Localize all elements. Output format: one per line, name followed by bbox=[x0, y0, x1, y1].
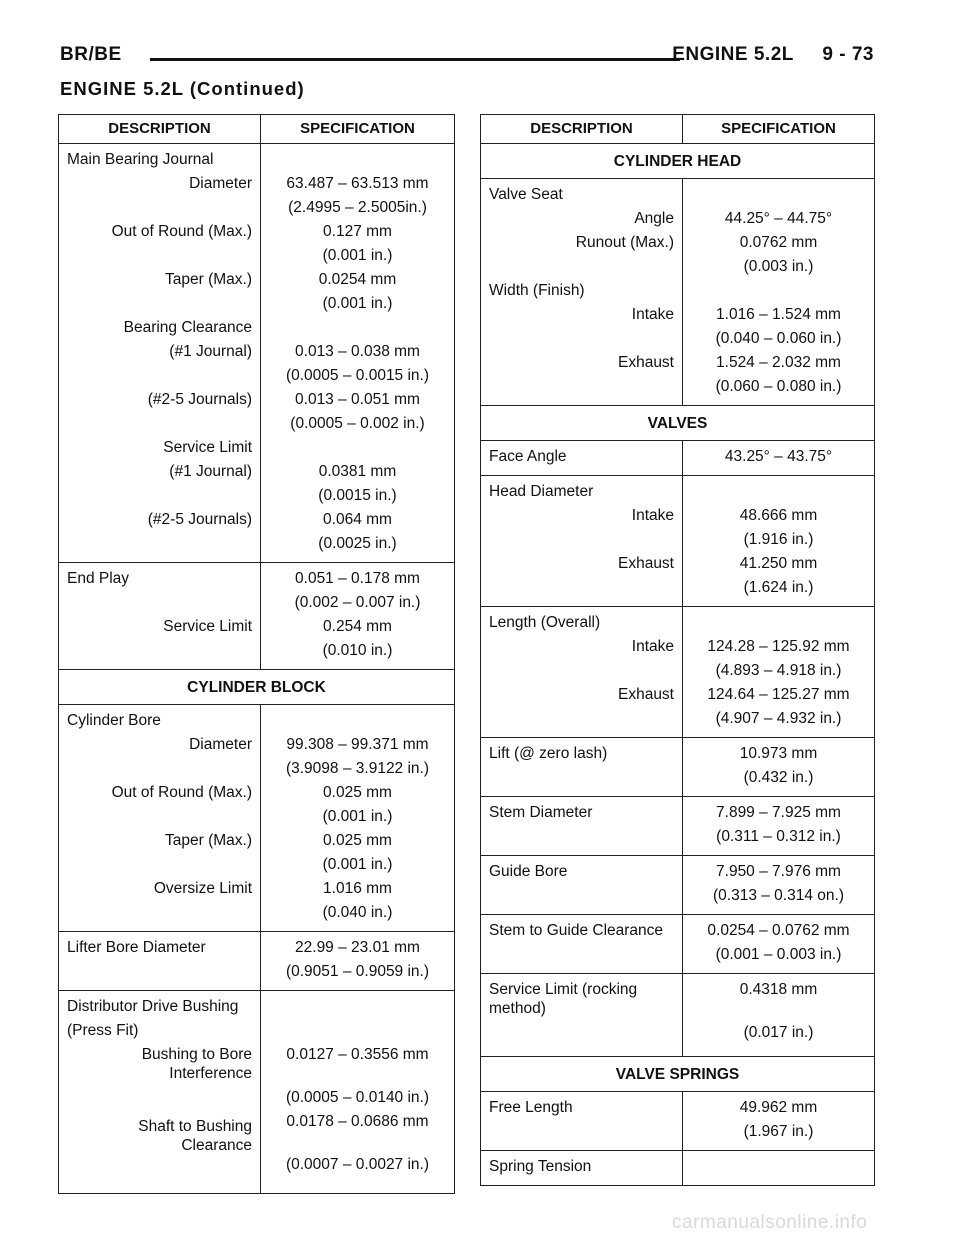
spec-row bbox=[59, 932, 455, 991]
description-line bbox=[67, 532, 252, 556]
specification-line: 1.524 – 2.032 mm bbox=[716, 354, 841, 371]
specification-cell bbox=[261, 563, 455, 670]
specification-line: 124.64 – 125.27 mm bbox=[707, 686, 850, 703]
description-line: Diameter bbox=[189, 736, 252, 753]
description-line: Stem Diameter bbox=[489, 804, 593, 821]
specification-line: (1.967 in.) bbox=[743, 1123, 814, 1140]
watermark: carmanualsonline.info bbox=[672, 1212, 868, 1233]
description-cell bbox=[59, 991, 261, 1194]
description-cell bbox=[481, 1092, 683, 1151]
description-line: Bushing to Bore Interference bbox=[141, 1046, 252, 1082]
section-title: CYLINDER HEAD bbox=[481, 144, 875, 179]
specification-line: 7.950 – 7.976 mm bbox=[716, 863, 841, 880]
description-line: Main Bearing Journal bbox=[67, 151, 214, 168]
specification-line: 7.899 – 7.925 mm bbox=[716, 804, 841, 821]
specification-cell bbox=[261, 144, 455, 563]
spec-row bbox=[481, 974, 875, 1057]
specification-line: (0.432 in.) bbox=[743, 769, 814, 786]
specification-line: 0.0127 – 0.3556 mm bbox=[286, 1046, 429, 1063]
spec-row bbox=[481, 607, 875, 738]
description-line: Distributor Drive Bushing bbox=[67, 998, 239, 1015]
specification-line: (0.311 – 0.312 in.) bbox=[716, 828, 841, 845]
specification-line: (0.001 – 0.003 in.) bbox=[715, 946, 842, 963]
specification-line: 1.016 – 1.524 mm bbox=[716, 306, 841, 323]
description-line: Taper (Max.) bbox=[165, 832, 252, 849]
description-line: Bearing Clearance bbox=[123, 319, 252, 336]
specification-line: 0.254 mm bbox=[323, 618, 392, 635]
specification-line: (1.916 in.) bbox=[743, 531, 814, 548]
specification-line: 44.25° – 44.75° bbox=[724, 210, 833, 227]
description-line bbox=[489, 766, 674, 790]
description-line bbox=[67, 960, 252, 984]
description-line: Service Limit bbox=[163, 439, 252, 456]
specification-cell bbox=[683, 974, 875, 1057]
section-heading bbox=[59, 670, 455, 705]
spec-row bbox=[59, 991, 455, 1194]
description-line: Exhaust bbox=[617, 354, 674, 371]
column-header-specification: SPECIFICATION bbox=[683, 115, 875, 144]
column-header-specification: SPECIFICATION bbox=[261, 115, 455, 144]
specification-line: 0.127 mm bbox=[323, 223, 392, 240]
specification-line bbox=[269, 316, 446, 340]
specification-line: (0.001 in.) bbox=[322, 247, 393, 264]
description-cell bbox=[59, 563, 261, 670]
description-line: End Play bbox=[67, 570, 130, 587]
description-line bbox=[67, 1163, 252, 1187]
description-line: (#2-5 Journals) bbox=[147, 511, 252, 528]
description-cell bbox=[481, 607, 683, 738]
specification-line: (0.010 in.) bbox=[322, 642, 393, 659]
description-line: Runout (Max.) bbox=[575, 234, 674, 251]
description-line: Cylinder Bore bbox=[67, 712, 161, 729]
description-cell bbox=[59, 144, 261, 563]
specification-line bbox=[269, 1019, 446, 1043]
specification-line: (4.893 – 4.918 in.) bbox=[715, 662, 842, 679]
specification-cell bbox=[683, 441, 875, 476]
spec-row bbox=[481, 1092, 875, 1151]
description-line: Out of Round (Max.) bbox=[111, 223, 252, 240]
description-cell bbox=[481, 738, 683, 797]
specification-line: 0.0178 – 0.0686 mm bbox=[286, 1113, 429, 1130]
description-line: Diameter bbox=[189, 175, 252, 192]
specification-line: 10.973 mm bbox=[739, 745, 818, 762]
description-line bbox=[489, 943, 674, 967]
specification-line: 63.487 – 63.513 mm bbox=[286, 175, 429, 192]
description-line: Shaft to Bushing Clearance bbox=[138, 1118, 252, 1154]
column-header-description: DESCRIPTION bbox=[59, 115, 261, 144]
specification-cell bbox=[683, 1092, 875, 1151]
specification-line: (0.001 in.) bbox=[322, 856, 393, 873]
specification-line: 0.064 mm bbox=[323, 511, 392, 528]
specification-line: (0.001 in.) bbox=[322, 295, 393, 312]
specification-line: (0.0005 – 0.0140 in.) bbox=[285, 1089, 430, 1106]
specification-line: 0.0762 mm bbox=[739, 234, 818, 251]
specification-line: 43.25° – 43.75° bbox=[724, 448, 833, 465]
description-line bbox=[67, 639, 252, 663]
specification-cell bbox=[683, 476, 875, 607]
specification-line: (0.040 – 0.060 in.) bbox=[715, 330, 842, 347]
description-line bbox=[489, 659, 674, 683]
description-line: Service Limit bbox=[163, 618, 252, 635]
description-line bbox=[489, 327, 674, 351]
specification-line bbox=[269, 148, 446, 172]
specification-line: 22.99 – 23.01 mm bbox=[295, 939, 420, 956]
section-heading bbox=[481, 144, 875, 179]
description-line: Angle bbox=[634, 210, 674, 227]
specification-cell bbox=[261, 932, 455, 991]
spec-row bbox=[481, 738, 875, 797]
description-cell bbox=[481, 179, 683, 406]
specification-line: (0.0005 – 0.0015 in.) bbox=[285, 367, 430, 384]
specification-line bbox=[691, 183, 866, 207]
specification-line: 0.013 – 0.051 mm bbox=[295, 391, 420, 408]
description-line: (#1 Journal) bbox=[169, 463, 252, 480]
specification-cell bbox=[683, 856, 875, 915]
specification-cell bbox=[261, 991, 455, 1194]
description-line: Exhaust bbox=[617, 686, 674, 703]
description-line: Face Angle bbox=[489, 448, 567, 465]
specification-cell bbox=[683, 607, 875, 738]
description-line: Spring Tension bbox=[489, 1158, 592, 1175]
spec-table-right bbox=[480, 114, 875, 1186]
description-line: Intake bbox=[631, 507, 674, 524]
section-title: VALVE SPRINGS bbox=[481, 1057, 875, 1092]
description-line bbox=[67, 292, 252, 316]
specification-line: 0.4318 mm bbox=[739, 981, 818, 998]
description-cell bbox=[481, 1151, 683, 1186]
specification-line bbox=[269, 709, 446, 733]
description-cell bbox=[481, 915, 683, 974]
description-line bbox=[67, 757, 252, 781]
specification-line: (1.624 in.) bbox=[743, 579, 814, 596]
specification-line: (0.0015 in.) bbox=[318, 487, 397, 504]
description-line bbox=[67, 901, 252, 925]
description-line: Out of Round (Max.) bbox=[111, 784, 252, 801]
specification-cell bbox=[683, 915, 875, 974]
spec-row bbox=[59, 144, 455, 563]
spec-row bbox=[481, 915, 875, 974]
description-line bbox=[489, 255, 674, 279]
specification-line: (3.9098 – 3.9122 in.) bbox=[285, 760, 430, 777]
specification-line bbox=[691, 279, 866, 303]
specification-line: 0.013 – 0.038 mm bbox=[295, 343, 420, 360]
specification-line: (0.040 in.) bbox=[322, 904, 393, 921]
specification-line bbox=[691, 1155, 866, 1179]
section-heading bbox=[481, 1057, 875, 1092]
description-line: Width (Finish) bbox=[489, 282, 585, 299]
description-line bbox=[489, 528, 674, 552]
description-line: Exhaust bbox=[617, 555, 674, 572]
description-line: (#2-5 Journals) bbox=[147, 391, 252, 408]
spec-row bbox=[481, 1151, 875, 1186]
header-rule bbox=[150, 58, 680, 61]
description-line: Free Length bbox=[489, 1099, 573, 1116]
specification-line: (0.001 in.) bbox=[322, 808, 393, 825]
description-cell bbox=[481, 797, 683, 856]
spec-row bbox=[481, 476, 875, 607]
header-right: ENGINE 5.2L 9 - 73 bbox=[672, 44, 874, 65]
section-title: CYLINDER BLOCK bbox=[59, 670, 455, 705]
specification-cell bbox=[261, 705, 455, 932]
description-line bbox=[67, 805, 252, 829]
description-line bbox=[67, 244, 252, 268]
spec-row bbox=[59, 563, 455, 670]
spec-row bbox=[481, 441, 875, 476]
specification-line: (0.017 in.) bbox=[743, 1024, 814, 1041]
specification-line: 0.0381 mm bbox=[318, 463, 397, 480]
description-line bbox=[489, 1120, 674, 1144]
specification-line bbox=[691, 480, 866, 504]
specification-line: (0.0007 – 0.0027 in.) bbox=[285, 1156, 430, 1173]
specification-line: (0.313 – 0.314 on.) bbox=[713, 887, 844, 904]
specification-line: 1.016 mm bbox=[323, 880, 392, 897]
description-line: Service Limit (rocking method) bbox=[489, 981, 638, 1017]
description-line: Oversize Limit bbox=[153, 880, 252, 897]
description-line: Intake bbox=[631, 306, 674, 323]
description-line bbox=[67, 591, 252, 615]
spec-row bbox=[59, 705, 455, 932]
specification-line: 41.250 mm bbox=[739, 555, 818, 572]
description-cell bbox=[481, 856, 683, 915]
specification-line: 124.28 – 125.92 mm bbox=[707, 638, 850, 655]
description-line: Taper (Max.) bbox=[165, 271, 252, 288]
description-cell bbox=[481, 476, 683, 607]
description-line bbox=[489, 707, 674, 731]
description-line: Length (Overall) bbox=[489, 614, 601, 631]
description-line: Guide Bore bbox=[489, 863, 568, 880]
description-line: Intake bbox=[631, 638, 674, 655]
description-line bbox=[67, 364, 252, 388]
specification-line: (0.002 – 0.007 in.) bbox=[294, 594, 421, 611]
spec-row bbox=[481, 797, 875, 856]
description-line bbox=[67, 196, 252, 220]
description-line: Valve Seat bbox=[489, 186, 563, 203]
page-title: ENGINE 5.2L (Continued) bbox=[60, 78, 305, 99]
specification-line: (2.4995 – 2.5005in.) bbox=[288, 199, 427, 216]
description-cell bbox=[481, 974, 683, 1057]
description-line bbox=[67, 412, 252, 436]
description-line bbox=[67, 1091, 252, 1115]
specification-line bbox=[269, 436, 446, 460]
specification-line: 0.051 – 0.178 mm bbox=[295, 570, 420, 587]
description-line bbox=[67, 484, 252, 508]
specification-line: (0.9051 – 0.9059 in.) bbox=[285, 963, 430, 980]
spec-row bbox=[481, 179, 875, 406]
specification-line: 0.0254 mm bbox=[318, 271, 397, 288]
specification-cell bbox=[683, 1151, 875, 1186]
specification-line: (4.907 – 4.932 in.) bbox=[715, 710, 842, 727]
specification-line: 0.0254 – 0.0762 mm bbox=[707, 922, 850, 939]
description-cell bbox=[481, 441, 683, 476]
specification-line: 48.666 mm bbox=[739, 507, 818, 524]
spec-row bbox=[481, 856, 875, 915]
description-line: (#1 Journal) bbox=[169, 343, 252, 360]
specification-line: 0.025 mm bbox=[323, 832, 392, 849]
section-heading bbox=[481, 406, 875, 441]
description-line bbox=[489, 1026, 674, 1050]
specification-line: 49.962 mm bbox=[739, 1099, 818, 1116]
specification-cell bbox=[683, 179, 875, 406]
spec-table-left bbox=[58, 114, 455, 1194]
description-cell bbox=[59, 932, 261, 991]
header-left: BR/BE bbox=[60, 44, 122, 65]
description-line: Lifter Bore Diameter bbox=[67, 939, 206, 956]
specification-line: (0.0005 – 0.002 in.) bbox=[290, 415, 425, 432]
specification-cell bbox=[683, 738, 875, 797]
description-line bbox=[489, 576, 674, 600]
specification-cell bbox=[683, 797, 875, 856]
description-line: (Press Fit) bbox=[67, 1022, 139, 1039]
specification-line bbox=[691, 611, 866, 635]
description-line: Stem to Guide Clearance bbox=[489, 922, 664, 939]
specification-line: 99.308 – 99.371 mm bbox=[286, 736, 429, 753]
description-line: Lift (@ zero lash) bbox=[489, 745, 608, 762]
description-cell bbox=[59, 705, 261, 932]
specification-line: (0.060 – 0.080 in.) bbox=[715, 378, 842, 395]
description-line bbox=[489, 884, 674, 908]
specification-line: 0.025 mm bbox=[323, 784, 392, 801]
column-header-description: DESCRIPTION bbox=[481, 115, 683, 144]
description-line bbox=[489, 825, 674, 849]
description-line: Head Diameter bbox=[489, 483, 594, 500]
specification-line bbox=[269, 995, 446, 1019]
description-line bbox=[67, 853, 252, 877]
section-title: VALVES bbox=[481, 406, 875, 441]
description-line bbox=[489, 375, 674, 399]
specification-line: (0.003 in.) bbox=[743, 258, 814, 275]
specification-line: (0.0025 in.) bbox=[318, 535, 397, 552]
